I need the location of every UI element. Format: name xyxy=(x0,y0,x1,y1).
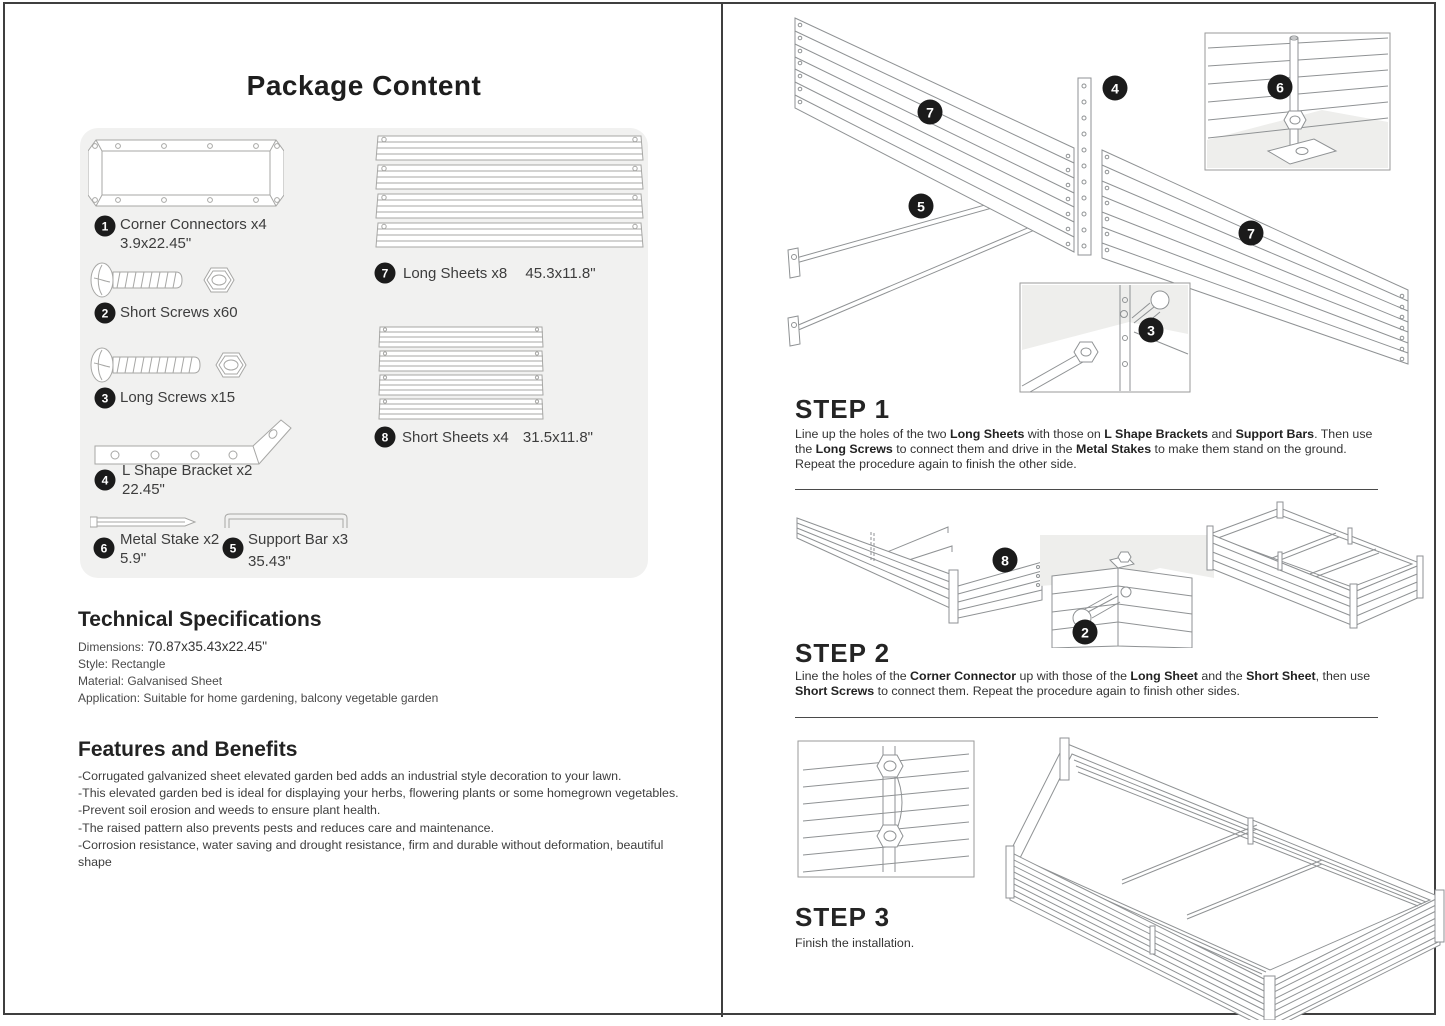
item-badge: 8 xyxy=(375,427,396,448)
item-badge: 6 xyxy=(94,538,115,559)
long-sheets-drawing xyxy=(372,133,647,253)
item-label xyxy=(120,303,238,322)
step3-finished-bed-art xyxy=(1002,730,1445,1020)
callout-long-screw: 3 xyxy=(1139,318,1164,343)
item-name: Corner Connectors x4 xyxy=(120,216,267,233)
long-screw-drawing xyxy=(88,343,260,387)
support-bar-drawing xyxy=(222,511,350,529)
item-label xyxy=(248,530,348,571)
page-title: Package Content xyxy=(246,70,482,101)
callout-short-sheet: 8 xyxy=(993,548,1018,573)
step3-bolt-detail-art xyxy=(797,740,975,878)
item-name: Short Sheets x4 xyxy=(402,429,509,446)
metal-stake-drawing xyxy=(90,514,198,530)
step-divider xyxy=(795,717,1378,718)
short-screw-drawing xyxy=(88,258,248,302)
item-label xyxy=(120,530,219,568)
item-name: Support Bar x3 xyxy=(248,531,349,548)
item-label xyxy=(120,388,235,407)
item-label xyxy=(122,461,252,499)
callout-metal-stake: 6 xyxy=(1268,75,1293,100)
short-sheets-drawing xyxy=(375,325,547,425)
l-bracket-drawing xyxy=(93,418,293,466)
step-divider xyxy=(795,489,1378,490)
features-and-benefits xyxy=(78,738,698,871)
spec-dimensions xyxy=(78,638,678,656)
assembly-steps-panel xyxy=(722,0,1445,1026)
spec-dimensions-value: 70.87x35.43x22.45" xyxy=(147,639,268,654)
item-badge: 3 xyxy=(95,388,116,409)
item-name: Long Screws x15 xyxy=(120,389,236,406)
spec-dimensions-label: Dimensions: xyxy=(78,640,145,654)
spec-style: Style: Rectangle xyxy=(78,657,166,671)
step3-title: STEP 3 xyxy=(795,902,891,932)
feature-bullet: -Corrugated galvanized sheet elevated garden bed adds an industrial style decoration to your lawn. xyxy=(78,769,622,783)
item-name: Long Sheets x8 xyxy=(403,265,508,282)
item-dim: 22.45" xyxy=(122,481,165,498)
technical-specifications xyxy=(78,608,678,707)
features-heading: Features and Benefits xyxy=(78,738,298,761)
tech-specs-heading: Technical Specifications xyxy=(78,608,322,631)
spec-material: Material: Galvanised Sheet xyxy=(78,674,223,688)
item-name: Metal Stake x2 xyxy=(120,531,220,548)
item-dim: 3.9x22.45" xyxy=(120,235,192,252)
spec-application: Application: Suitable for home gardening, balcony vegetable garden xyxy=(78,691,439,705)
package-content-panel xyxy=(0,0,722,1026)
step1-diagram-art xyxy=(722,0,1445,400)
step2-text: Line the holes of the Corner Connector up with those of the Long Sheet and the Short Sheet, then use Short Screws to connect them. Repeat the procedure again to finish other sides. xyxy=(795,669,1371,698)
feature-bullet: -Corrosion resistance, water saving and drought resistance, firm and durable without deformation, beautiful shape xyxy=(78,837,664,870)
item-badge: 1 xyxy=(95,216,116,237)
item-dim: 45.3x11.8" xyxy=(525,265,596,282)
step2-diagram xyxy=(722,500,1445,648)
corner-connector-drawing xyxy=(88,138,284,208)
callout-long-sheet: 7 xyxy=(918,100,943,125)
parts-box xyxy=(80,128,648,578)
step3-diagram xyxy=(722,728,1445,1020)
item-label xyxy=(402,428,593,447)
callout-short-screw: 2 xyxy=(1073,620,1098,645)
item-label xyxy=(120,215,267,253)
item-dim: 35.43" xyxy=(248,553,291,570)
callout-l-bracket: 4 xyxy=(1103,76,1128,101)
item-name: Short Screws x60 xyxy=(120,304,238,321)
item-name: L Shape Bracket x2 xyxy=(122,462,253,479)
callout-long-sheet-2: 7 xyxy=(1239,221,1264,246)
step1-title: STEP 1 xyxy=(795,394,891,424)
item-label xyxy=(403,264,596,283)
item-badge: 4 xyxy=(95,470,116,491)
item-badge: 7 xyxy=(375,263,396,284)
feature-bullet: -This elevated garden bed is ideal for displaying your herbs, flowering plants or some homegrown vegetables. xyxy=(78,786,679,801)
step1-diagram xyxy=(722,0,1445,400)
feature-bullet: -Prevent soil erosion and weeds to ensure plant health. xyxy=(78,803,381,818)
item-dim: 5.9" xyxy=(120,550,147,567)
step1-text: Line up the holes of the two Long Sheets with those on L Shape Brackets and Support Bars. Then use the Long Screws to connect them and drive in the Metal Stakes to make them stand on the ground. Repeat the procedure again to finish the other side. xyxy=(795,427,1373,471)
step3-text: Finish the installation. xyxy=(795,936,915,950)
item-badge: 5 xyxy=(223,538,244,559)
item-dim: 31.5x11.8" xyxy=(522,429,594,446)
item-badge: 2 xyxy=(95,303,116,324)
feature-bullet: -The raised pattern also prevents pests and reduces care and maintenance. xyxy=(78,820,495,835)
callout-support-bar: 5 xyxy=(909,194,934,219)
step2-title: STEP 2 xyxy=(795,638,891,668)
